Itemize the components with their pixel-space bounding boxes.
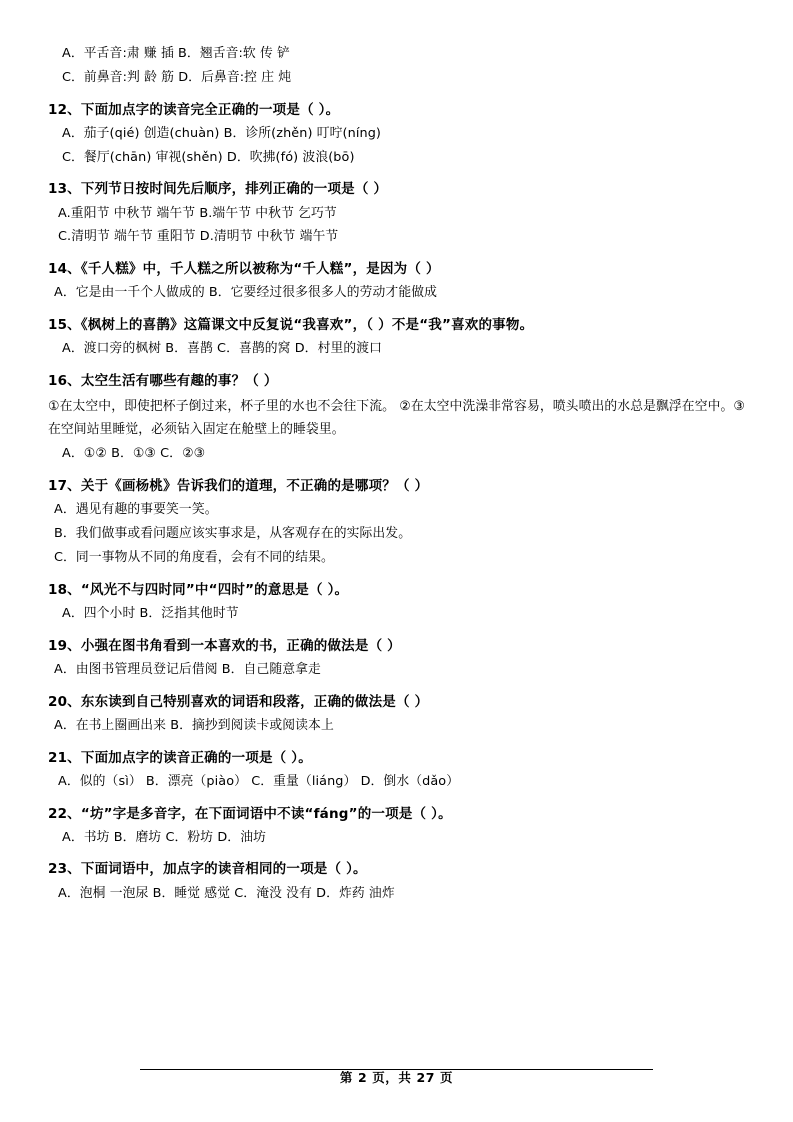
question-stem: 21、下面加点字的读音正确的一项是（ ）。: [48, 749, 312, 766]
question-passage: ①在太空中，即使把杯子倒过来，杯子里的水也不会往下流。 ②在太空中洗澡非常容易，喷头喷出的水总是飘浮在空中。③在空间站里睡觉，必须钻入固定在舱壁上的睡袋里。: [48, 399, 745, 438]
option-line: C．前鼻音:判 龄 筋 D．后鼻音:控 庄 炖: [62, 69, 292, 85]
question-14: [48, 258, 745, 305]
option-line: A．茄子(qié) 创造(chuàn) B．诊所(zhěn) 叮咛(níng): [62, 125, 382, 141]
option-line: A．似的（sì） B．漂亮（piào） C．重量（liáng） D．倒水（dǎo）: [58, 773, 460, 789]
question-stem: 17、关于《画杨桃》告诉我们的道理，不正确的是哪项？（ ）: [48, 478, 429, 495]
question-stem: 12、下面加点字的读音完全正确的一项是（ ）。: [48, 101, 340, 118]
question-21: [48, 747, 745, 794]
continued-options-block: [48, 43, 745, 90]
question-20: [48, 691, 745, 738]
question-19: [48, 635, 745, 682]
question-stem: 13、下列节日按时间先后顺序，排列正确的一项是（ ）: [48, 181, 388, 198]
question-13: [48, 178, 745, 249]
option-line: C．餐厅(chān) 审视(shěn) D．吹拂(fó) 波浪(bō): [62, 149, 355, 165]
option-line: A．书坊 B．磨坊 C．粉坊 D．油坊: [62, 829, 266, 845]
option-line: C．同一事物从不同的角度看，会有不同的结果。: [54, 549, 334, 565]
option-line: A．渡口旁的枫树 B．喜鹊 C．喜鹊的窝 D．村里的渡口: [62, 341, 383, 357]
question-17: [48, 475, 745, 570]
question-15: [48, 314, 745, 361]
option-line: A．由图书管理员登记后借阅 B．自己随意拿走: [54, 661, 321, 677]
question-23: [48, 858, 745, 905]
option-line: B．我们做事或看问题应该实事求是，从客观存在的实际出发。: [54, 526, 412, 542]
question-stem: 20、东东读到自己特别喜欢的词语和段落，正确的做法是（ ）: [48, 693, 429, 710]
question-stem: 23、下面词语中，加点字的读音相同的一项是（ ）。: [48, 861, 367, 878]
question-stem: 18、“风光不与四时同”中“四时”的意思是（ ）。: [48, 581, 349, 598]
option-line: C.清明节 端午节 重阳节 D.清明节 中秋节 端午节: [58, 229, 339, 245]
page-footer: 第 2 页，共 27 页: [339, 1070, 454, 1085]
option-line: A.重阳节 中秋节 端午节 B.端午节 中秋节 乞巧节: [58, 205, 337, 221]
option-line: A．①② B．①③ C．②③: [62, 446, 206, 462]
option-line: A．平舌音:肃 赚 插 B．翘舌音:软 传 铲: [62, 46, 290, 61]
question-12: [48, 99, 745, 170]
option-line: A．在书上圈画出来 B．摘抄到阅读卡或阅读本上: [54, 717, 334, 733]
question-stem: 19、小强在图书角看到一本喜欢的书，正确的做法是（ ）: [48, 637, 401, 654]
question-stem: 16、太空生活有哪些有趣的事？（ ）: [48, 373, 278, 389]
option-line: A．它是由一千个人做成的 B．它要经过很多很多人的劳动才能做成: [54, 285, 438, 301]
question-stem: 15、《枫树上的喜鹊》这篇课文中反复说“我喜欢”，（ ）不是“我”喜欢的事物。: [48, 317, 534, 334]
option-line: A．泡桐 一泡尿 B．睡觉 感觉 C．淹没 没有 D．炸药 油炸: [58, 885, 395, 901]
question-16: [48, 370, 745, 466]
question-stem: 22、“坊”字是多音字，在下面词语中不读“fáng”的一项是（ ）。: [48, 805, 452, 822]
option-line: A．遇见有趣的事要笑一笑。: [54, 502, 218, 518]
question-22: [48, 803, 745, 850]
option-line: A．四个小时 B．泛指其他时节: [62, 605, 239, 621]
question-stem: 14、《千人糕》中，千人糕之所以被称为“千人糕”，是因为（ ）: [48, 261, 440, 278]
question-18: [48, 579, 745, 626]
